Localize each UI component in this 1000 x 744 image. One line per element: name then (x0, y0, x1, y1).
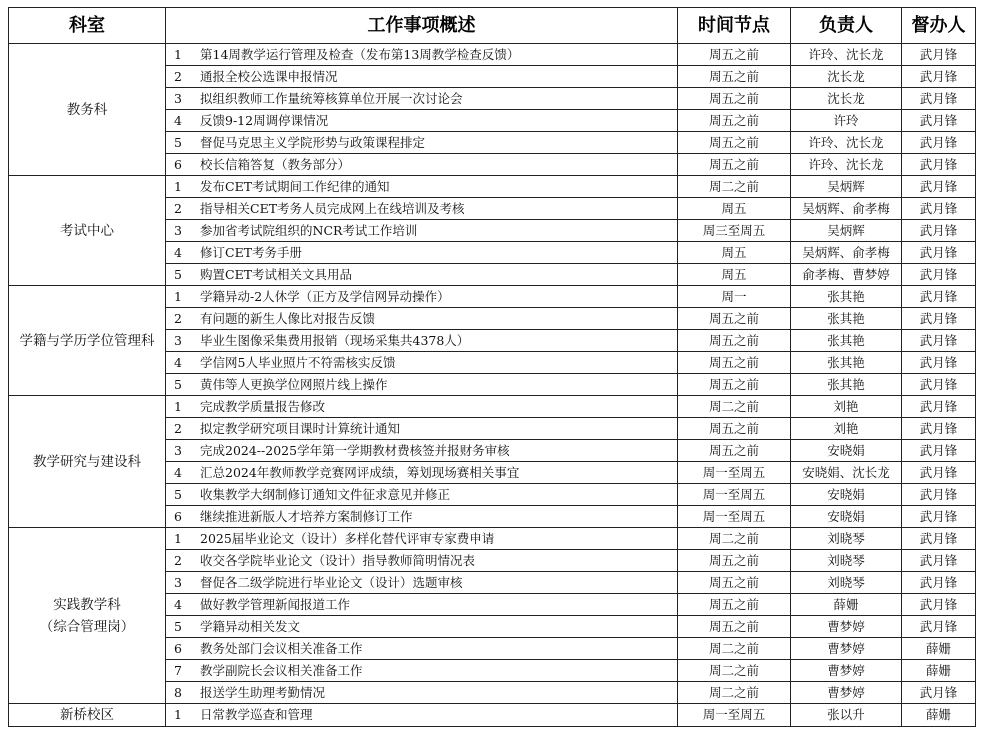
item-cell (166, 528, 678, 550)
owner-cell: 俞孝梅、曹梦婷 (791, 264, 902, 286)
table-row (9, 704, 976, 727)
item-number: 2 (174, 200, 182, 216)
time-cell: 周五 (678, 198, 791, 220)
table-row (9, 528, 976, 550)
supervisor-cell: 武月锋 (902, 44, 976, 66)
item-cell (166, 572, 678, 594)
item-number: 4 (174, 354, 182, 370)
item-cell (166, 44, 678, 66)
dept-cell: 教学研究与建设科 (9, 396, 166, 528)
supervisor-cell: 武月锋 (902, 484, 976, 506)
item-text: 第14周教学运行管理及检查（发布第13周教学检查反馈） (200, 46, 520, 62)
time-cell: 周五之前 (678, 616, 791, 638)
time-cell: 周一至周五 (678, 506, 791, 528)
owner-cell: 曹梦婷 (791, 616, 902, 638)
supervisor-cell: 武月锋 (902, 286, 976, 308)
item-cell (166, 396, 678, 418)
item-cell (166, 704, 678, 727)
supervisor-cell: 武月锋 (902, 66, 976, 88)
supervisor-cell: 武月锋 (902, 506, 976, 528)
supervisor-cell: 武月锋 (902, 374, 976, 396)
owner-cell: 刘晓琴 (791, 550, 902, 572)
supervisor-cell: 武月锋 (902, 330, 976, 352)
supervisor-cell: 武月锋 (902, 242, 976, 264)
item-number: 6 (174, 640, 182, 656)
item-number: 4 (174, 596, 182, 612)
time-cell: 周五之前 (678, 330, 791, 352)
item-text: 购置CET考试相关文具用品 (200, 266, 353, 282)
owner-cell: 许玲、沈长龙 (791, 154, 902, 176)
time-cell: 周五 (678, 242, 791, 264)
time-cell: 周五之前 (678, 132, 791, 154)
dept-cell: 新桥校区 (9, 704, 166, 727)
owner-cell: 曹梦婷 (791, 660, 902, 682)
item-text: 校长信箱答复（教务部分） (200, 156, 351, 172)
owner-cell: 安晓娟 (791, 506, 902, 528)
supervisor-cell: 武月锋 (902, 594, 976, 616)
item-text: 做好教学管理新闻报道工作 (200, 596, 351, 612)
supervisor-cell: 武月锋 (902, 572, 976, 594)
owner-cell: 刘晓琴 (791, 528, 902, 550)
table-row (9, 176, 976, 198)
item-number: 4 (174, 464, 182, 480)
item-number: 6 (174, 156, 182, 172)
item-cell (166, 594, 678, 616)
header-row (9, 8, 976, 44)
header-supervisor: 督办人 (902, 8, 976, 44)
header-dept: 科室 (9, 8, 166, 44)
item-text: 有问题的新生人像比对报告反馈 (200, 310, 376, 326)
item-text: 拟定教学研究项目课时计算统计通知 (200, 420, 401, 436)
item-cell (166, 616, 678, 638)
supervisor-cell: 武月锋 (902, 198, 976, 220)
item-text: 发布CET考试期间工作纪律的通知 (200, 178, 390, 194)
dept-cell: 考试中心 (9, 176, 166, 286)
owner-cell: 曹梦婷 (791, 638, 902, 660)
time-cell: 周二之前 (678, 682, 791, 704)
table-body (9, 44, 976, 727)
item-cell (166, 220, 678, 242)
item-text: 收集教学大纲制修订通知文件征求意见并修正 (200, 486, 451, 502)
item-cell (166, 242, 678, 264)
item-number: 3 (174, 574, 182, 590)
dept-cell: 实践教学科 （综合管理岗） (9, 528, 166, 704)
item-number: 2 (174, 420, 182, 436)
item-text: 修订CET考务手册 (200, 244, 303, 260)
item-number: 5 (174, 486, 182, 502)
item-cell (166, 638, 678, 660)
supervisor-cell: 武月锋 (902, 154, 976, 176)
item-number: 8 (174, 684, 182, 700)
item-number: 5 (174, 134, 182, 150)
item-number: 7 (174, 662, 182, 678)
item-text: 报送学生助理考勤情况 (200, 684, 326, 700)
supervisor-cell: 薛姗 (902, 704, 976, 727)
item-cell (166, 330, 678, 352)
owner-cell: 张其艳 (791, 352, 902, 374)
item-text: 收交各学院毕业论文（设计）指导教师简明情况表 (200, 552, 476, 568)
supervisor-cell: 武月锋 (902, 308, 976, 330)
item-number: 6 (174, 508, 182, 524)
owner-cell: 吴炳辉 (791, 176, 902, 198)
supervisor-cell: 武月锋 (902, 528, 976, 550)
time-cell: 周五之前 (678, 88, 791, 110)
owner-cell: 安晓娟、沈长龙 (791, 462, 902, 484)
item-cell (166, 550, 678, 572)
item-number: 5 (174, 618, 182, 634)
item-text: 教学副院长会议相关准备工作 (200, 662, 363, 678)
supervisor-cell: 武月锋 (902, 616, 976, 638)
item-text: 2025届毕业论文（设计）多样化替代评审专家费申请 (200, 530, 495, 546)
item-text: 教务处部门会议相关准备工作 (200, 640, 363, 656)
item-text: 参加省考试院组织的NCR考试工作培训 (200, 222, 418, 238)
supervisor-cell: 武月锋 (902, 176, 976, 198)
item-cell (166, 374, 678, 396)
owner-cell: 许玲 (791, 110, 902, 132)
item-number: 5 (174, 376, 182, 392)
item-number: 4 (174, 244, 182, 260)
supervisor-cell: 武月锋 (902, 440, 976, 462)
time-cell: 周五之前 (678, 418, 791, 440)
time-cell: 周五之前 (678, 110, 791, 132)
item-cell (166, 484, 678, 506)
supervisor-cell: 武月锋 (902, 682, 976, 704)
work-schedule-table (8, 7, 976, 727)
item-number: 4 (174, 112, 182, 128)
item-cell (166, 264, 678, 286)
item-number: 1 (174, 530, 182, 546)
owner-cell: 曹梦婷 (791, 682, 902, 704)
time-cell: 周一至周五 (678, 704, 791, 727)
time-cell: 周五之前 (678, 550, 791, 572)
dept-cell: 学籍与学历学位管理科 (9, 286, 166, 396)
table-row (9, 44, 976, 66)
item-text: 继续推进新版人才培养方案制修订工作 (200, 508, 413, 524)
dept-cell: 教务科 (9, 44, 166, 176)
time-cell: 周一 (678, 286, 791, 308)
table-row (9, 396, 976, 418)
item-text: 指导相关CET考务人员完成网上在线培训及考核 (200, 200, 465, 216)
item-number: 2 (174, 552, 182, 568)
time-cell: 周一至周五 (678, 484, 791, 506)
owner-cell: 张以升 (791, 704, 902, 727)
item-text: 完成教学质量报告修改 (200, 398, 326, 414)
item-cell (166, 198, 678, 220)
item-text: 汇总2024年教师教学竞赛网评成绩，筹划现场赛相关事宜 (200, 464, 520, 480)
supervisor-cell: 武月锋 (902, 132, 976, 154)
item-cell (166, 286, 678, 308)
owner-cell: 沈长龙 (791, 66, 902, 88)
item-cell (166, 132, 678, 154)
time-cell: 周五 (678, 264, 791, 286)
item-number: 1 (174, 46, 182, 62)
item-number: 3 (174, 222, 182, 238)
owner-cell: 许玲、沈长龙 (791, 44, 902, 66)
item-cell (166, 88, 678, 110)
supervisor-cell: 武月锋 (902, 352, 976, 374)
header-time: 时间节点 (678, 8, 791, 44)
item-cell (166, 352, 678, 374)
owner-cell: 刘艳 (791, 418, 902, 440)
owner-cell: 许玲、沈长龙 (791, 132, 902, 154)
item-number: 1 (174, 288, 182, 304)
header-item: 工作事项概述 (166, 8, 678, 44)
item-cell (166, 418, 678, 440)
owner-cell: 张其艳 (791, 286, 902, 308)
time-cell: 周五之前 (678, 352, 791, 374)
item-cell (166, 154, 678, 176)
item-cell (166, 66, 678, 88)
item-number: 1 (174, 707, 182, 722)
item-text: 学籍异动相关发文 (200, 618, 301, 634)
item-number: 2 (174, 310, 182, 326)
item-text: 拟组织教师工作量统筹核算单位开展一次讨论会 (200, 90, 463, 106)
time-cell: 周五之前 (678, 308, 791, 330)
item-number: 3 (174, 90, 182, 106)
item-text: 学信网5人毕业照片不符需核实反馈 (200, 354, 396, 370)
supervisor-cell: 武月锋 (902, 88, 976, 110)
time-cell: 周一至周五 (678, 462, 791, 484)
time-cell: 周五之前 (678, 440, 791, 462)
owner-cell: 张其艳 (791, 374, 902, 396)
item-cell (166, 682, 678, 704)
item-cell (166, 440, 678, 462)
time-cell: 周二之前 (678, 528, 791, 550)
time-cell: 周二之前 (678, 396, 791, 418)
item-number: 3 (174, 332, 182, 348)
item-cell (166, 176, 678, 198)
owner-cell: 张其艳 (791, 330, 902, 352)
item-text: 督促各二级学院进行毕业论文（设计）选题审核 (200, 574, 463, 590)
supervisor-cell: 武月锋 (902, 418, 976, 440)
owner-cell: 张其艳 (791, 308, 902, 330)
time-cell: 周二之前 (678, 638, 791, 660)
item-number: 1 (174, 178, 182, 194)
supervisor-cell: 武月锋 (902, 220, 976, 242)
item-cell (166, 660, 678, 682)
item-cell (166, 110, 678, 132)
item-text: 毕业生图像采集费用报销（现场采集共4378人） (200, 332, 470, 348)
owner-cell: 安晓娟 (791, 440, 902, 462)
time-cell: 周五之前 (678, 44, 791, 66)
item-cell (166, 462, 678, 484)
owner-cell: 沈长龙 (791, 88, 902, 110)
supervisor-cell: 武月锋 (902, 110, 976, 132)
item-text: 反馈9-12周调停课情况 (200, 112, 329, 128)
owner-cell: 薛姗 (791, 594, 902, 616)
item-number: 2 (174, 68, 182, 84)
supervisor-cell: 武月锋 (902, 462, 976, 484)
table-row (9, 286, 976, 308)
item-text: 学籍异动-2人休学（正方及学信网异动操作） (200, 288, 450, 304)
item-cell (166, 506, 678, 528)
time-cell: 周三至周五 (678, 220, 791, 242)
owner-cell: 安晓娟 (791, 484, 902, 506)
supervisor-cell: 武月锋 (902, 550, 976, 572)
owner-cell: 刘艳 (791, 396, 902, 418)
owner-cell: 吴炳辉 (791, 220, 902, 242)
time-cell: 周二之前 (678, 660, 791, 682)
item-cell (166, 308, 678, 330)
supervisor-cell: 武月锋 (902, 396, 976, 418)
item-number: 1 (174, 398, 182, 414)
time-cell: 周五之前 (678, 374, 791, 396)
time-cell: 周五之前 (678, 154, 791, 176)
time-cell: 周五之前 (678, 66, 791, 88)
owner-cell: 吴炳辉、俞孝梅 (791, 198, 902, 220)
time-cell: 周二之前 (678, 176, 791, 198)
item-text: 通报全校公选课申报情况 (200, 68, 338, 84)
item-text: 黄伟等人更换学位网照片线上操作 (200, 376, 388, 392)
owner-cell: 刘晓琴 (791, 572, 902, 594)
supervisor-cell: 薛姗 (902, 638, 976, 660)
item-number: 3 (174, 442, 182, 458)
supervisor-cell: 武月锋 (902, 264, 976, 286)
item-text: 督促马克思主义学院形势与政策课程排定 (200, 134, 426, 150)
item-text: 完成2024--2025学年第一学期教材费核签并报财务审核 (200, 442, 510, 458)
item-number: 5 (174, 266, 182, 282)
time-cell: 周五之前 (678, 572, 791, 594)
owner-cell: 吴炳辉、俞孝梅 (791, 242, 902, 264)
item-text: 日常教学巡查和管理 (200, 707, 313, 722)
supervisor-cell: 薛姗 (902, 660, 976, 682)
header-owner: 负责人 (791, 8, 902, 44)
time-cell: 周五之前 (678, 594, 791, 616)
